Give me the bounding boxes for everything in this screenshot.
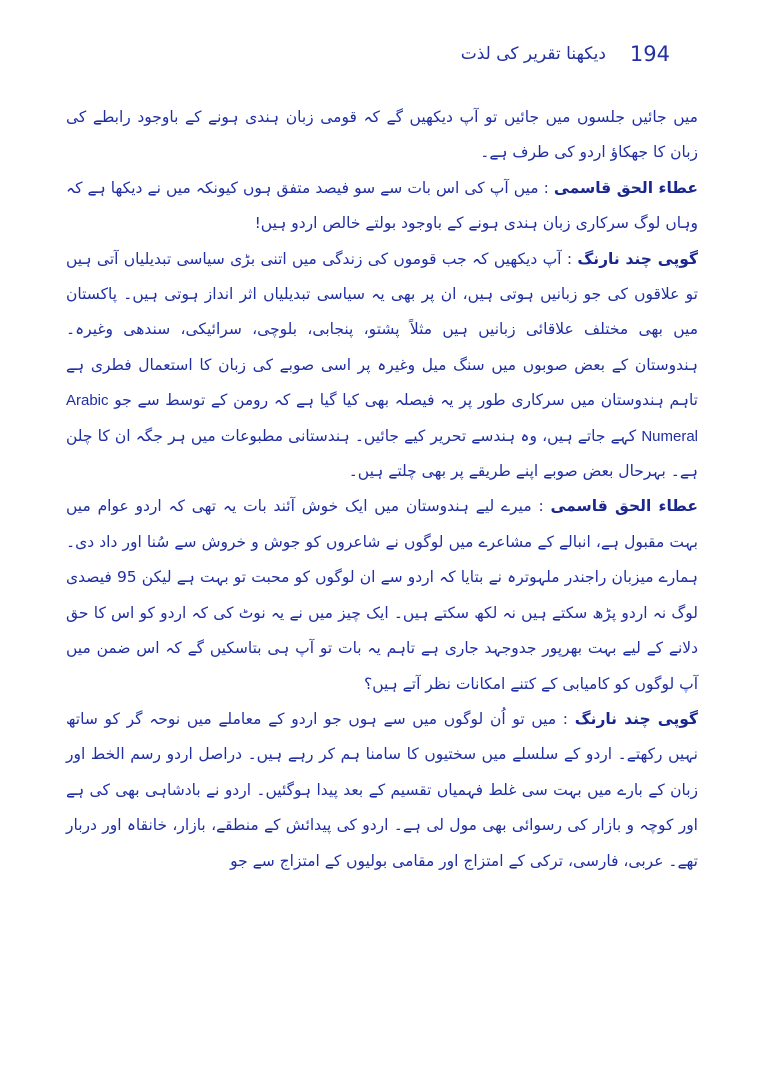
- paragraph-2: [66, 171, 698, 242]
- paragraph-text: میں جائیں جلسوں میں جائیں تو آپ دیکھیں گے کہ قومی زبان ہندی ہونے کے باوجود رابطے کی زبان کا جھکاؤ اردو کی طرف ہے۔: [66, 108, 698, 162]
- speaker-name: عطاء الحق قاسمی: [550, 497, 698, 516]
- body-text: [66, 100, 698, 1060]
- latin-term: Arabic Numeral: [66, 392, 698, 445]
- paragraph-text: : میرے لیے ہندوستان میں ایک خوش آئند بات یہ تھی کہ اردو عوام میں بہت مقبول ہے، انبالے کے مشاعرے میں لوگوں نے شاعروں کو جوش و خروش سے سُنا اور داد دی۔ ہمارے میزبان راجندر ملہوترہ نے بتایا کہ اردو سے ان لوگوں کو محبت تو بہت ہے لیکن 95 فیصدی لوگ نہ اردو پڑھ سکتے ہیں نہ لکھ سکتے ہیں۔ ایک چیز میں نے یہ نوٹ کی کہ اردو کو اس کا حق دلانے کے لیے بہت بھرپور جدوجہد جاری ہے تاہم یہ بات تو آپ ہی بتاسکیں گے کہ اس ضمن میں آپ لوگوں کو کامیابی کے کتنے امکانات نظر آتے ہیں؟: [66, 497, 698, 693]
- paragraph-3: [66, 242, 698, 490]
- paragraph-text: : میں آپ کی اس بات سے سو فیصد متفق ہوں کیونکہ میں نے دیکھا ہے کہ وہاں لوگ سرکاری زبان ہندی ہونے کے باوجود بولتے خالص اردو ہیں!: [66, 178, 698, 233]
- speaker-name: عطاء الحق قاسمی: [553, 178, 698, 197]
- speaker-name: گوپی چند نارنگ: [574, 709, 699, 728]
- paragraph-text: : میں تو اُن لوگوں میں سے ہوں جو اردو کے معاملے میں نوحہ گر کو ساتھ نہیں رکھتے۔ اردو کے سلسلے میں سختیوں کا سامنا ہم کر رہے ہیں۔ دراصل اردو رسم الخط اور زبان کے بارے میں بہت سی غلط فہمیاں تقسیم کے بعد پیدا ہوگئیں۔ اردو نے بادشاہی بھی کی ہے اور کوچہ و بازار کی رسوائی بھی مول لی ہے۔ اردو کی پیدائش کے منطقے، بازار، خانقاہ اور دربار تھے۔ عربی، فارسی، ترکی کے امتزاج اور مقامی بولیوں کے امتزاج سے جو: [66, 709, 698, 870]
- paragraph-5: [66, 702, 698, 879]
- paragraph-text: : آپ دیکھیں کہ جب قوموں کی زندگی میں اتنی بڑی سیاسی تبدیلیاں آتی ہیں تو علاقوں کی جو زبانیں ہوتی ہیں، ان پر بھی یہ سیاسی تبدیلیاں اثر انداز ہوتی ہیں۔ پاکستان میں بھی مختلف علاقائی زبانیں ہیں مثلاً پشتو، پنجابی، بلوچی، سرائیکی، سندھی وغیرہ۔ ہندوستان کے بعض صوبوں میں سنگ میل وغیرہ پر اسی صوبے کی زبان کا استعمال فطری ہے تاہم ہندوستان میں سرکاری طور پر یہ فیصلہ بھی کیا گیا ہے کہ رومن کے توسط سے جو: [66, 249, 698, 410]
- running-title: دیکھنا تقریر کی لذت: [460, 44, 606, 64]
- page-number: 194: [629, 42, 670, 66]
- page-header: [0, 42, 764, 78]
- speaker-name: گوپی چند نارنگ: [577, 249, 698, 268]
- paragraph-4: [66, 489, 698, 701]
- paragraph-1: [66, 100, 698, 171]
- paragraph-text-continued: کہے جاتے ہیں، وہ ہندسے تحریر کیے جائیں۔ ہندستانی مطبوعات میں ہر جگہ ان کا چلن ہے۔ بہرحال بعض صوبے اپنے طریقے پر بھی چلتے ہیں۔: [66, 426, 698, 481]
